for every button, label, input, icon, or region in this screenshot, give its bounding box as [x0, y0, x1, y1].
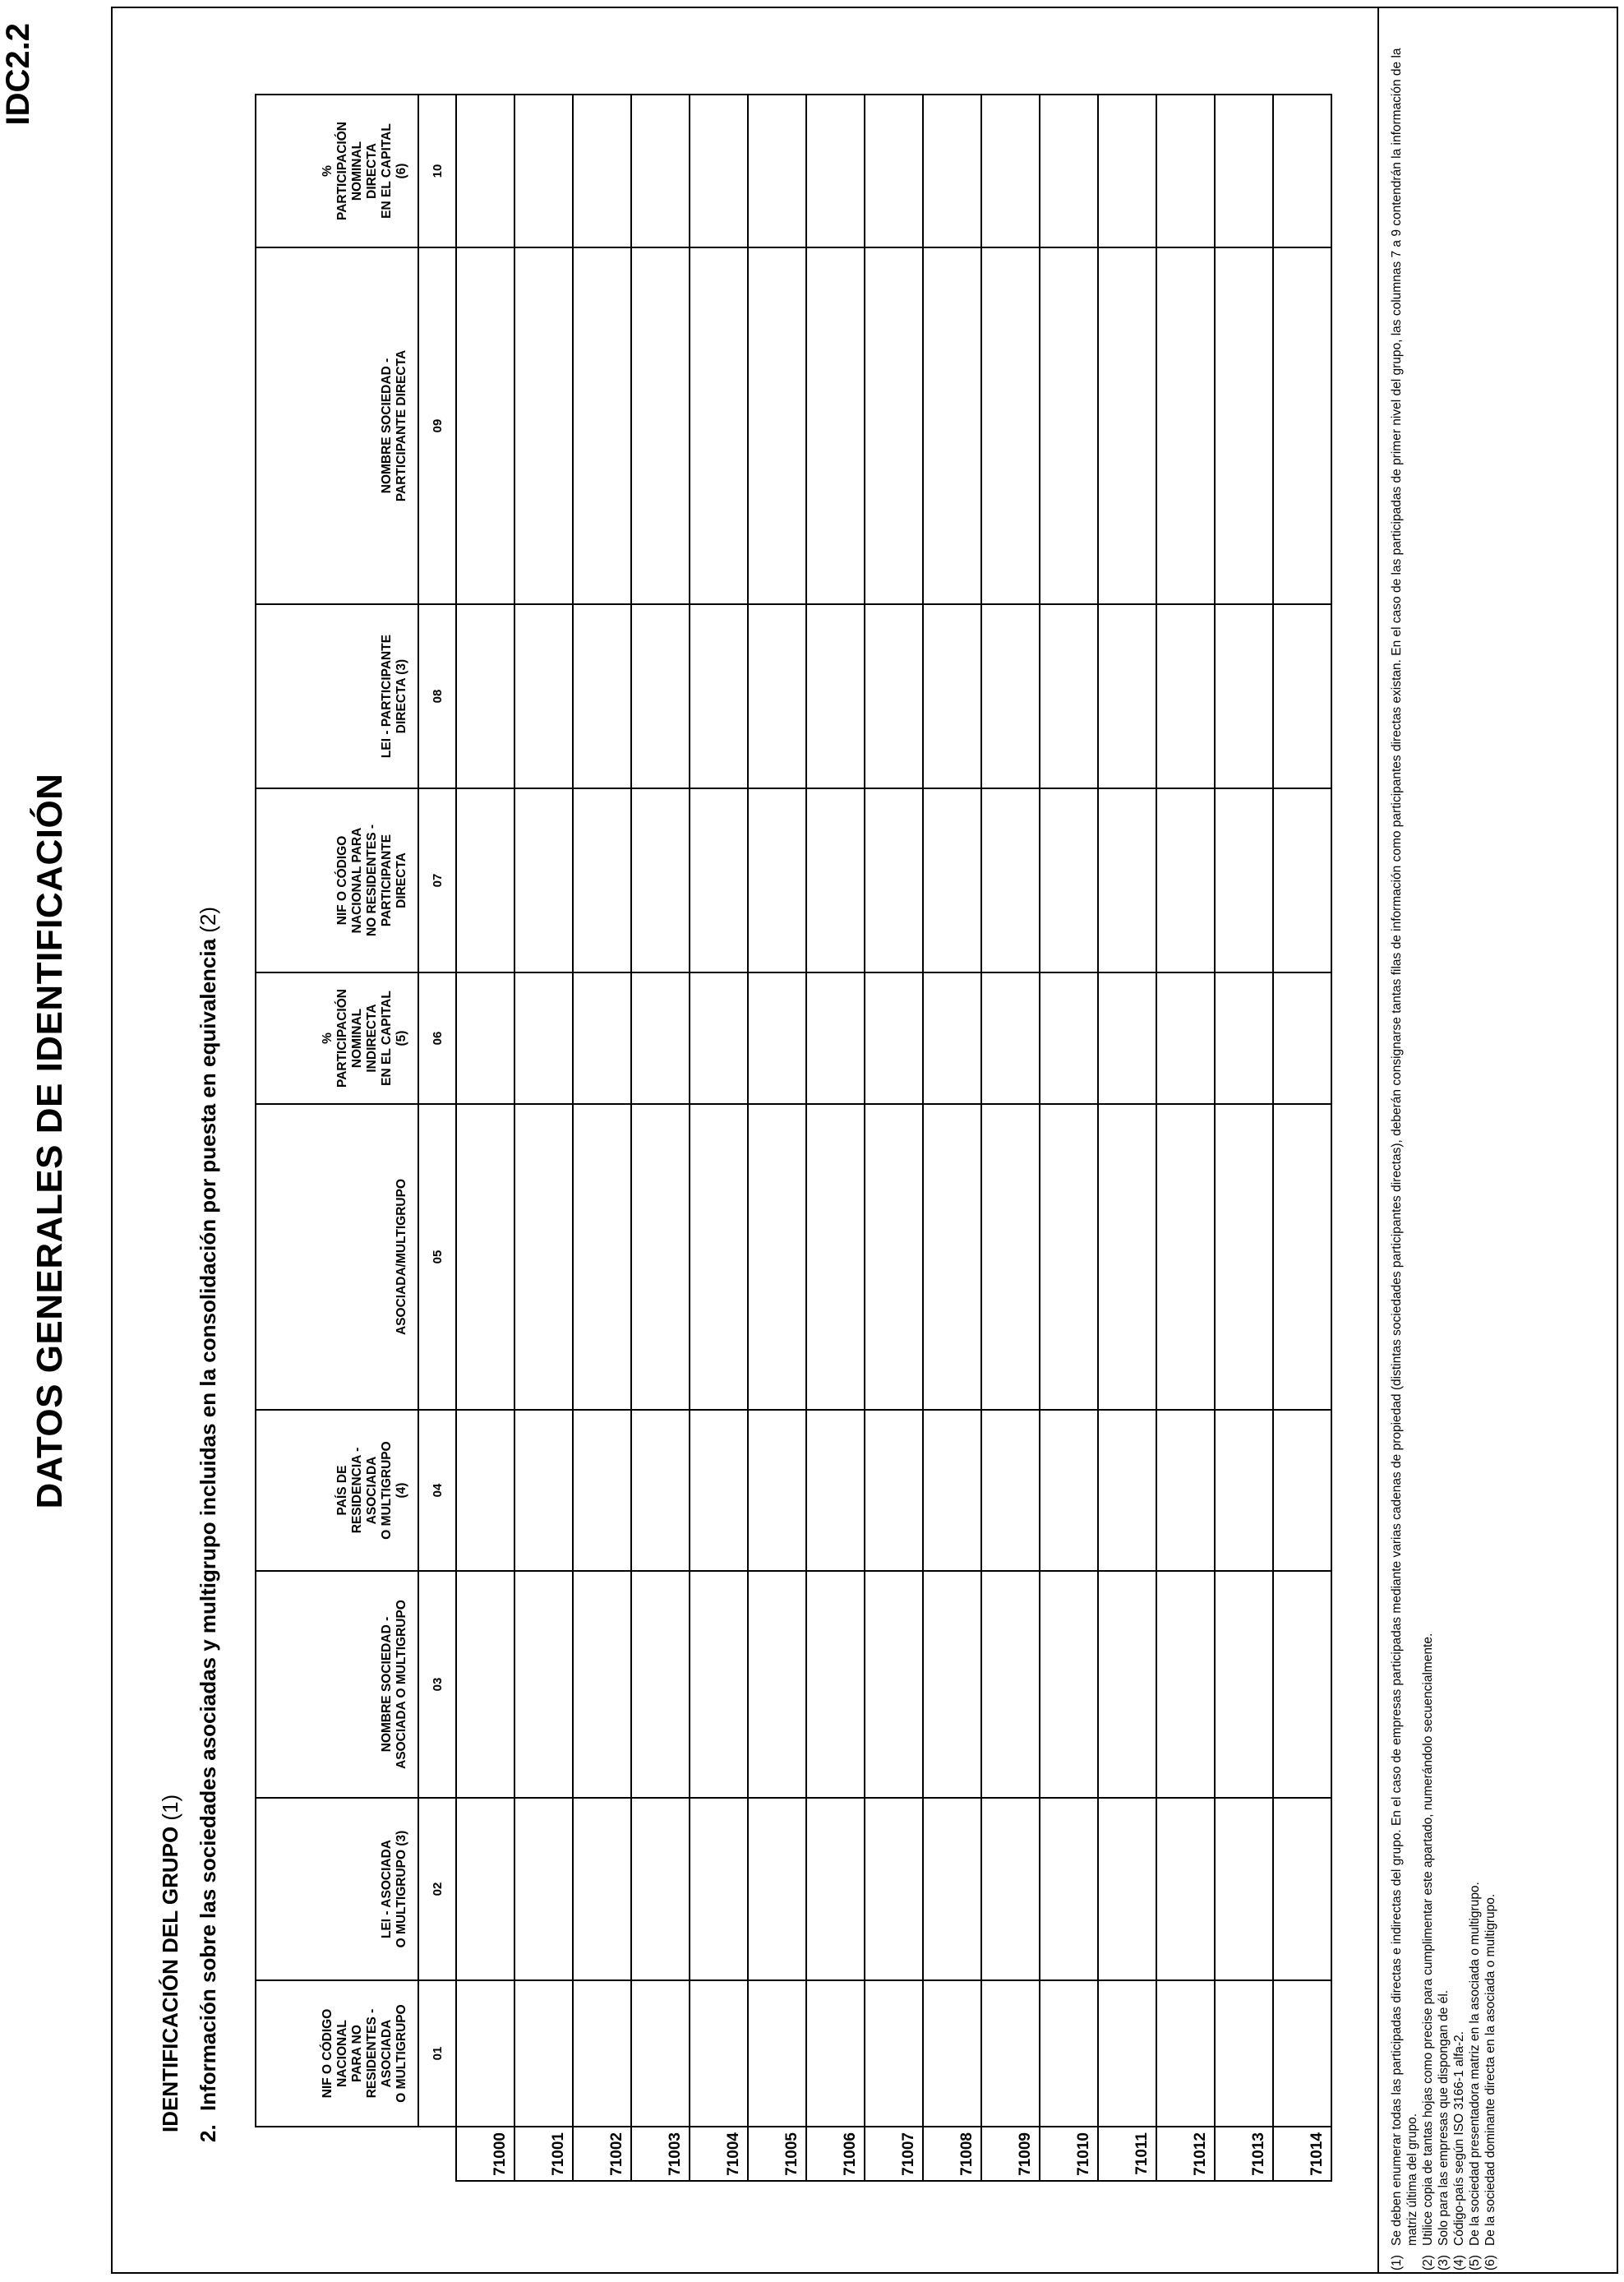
input-cell-10[interactable]	[631, 95, 690, 247]
table-row	[1156, 95, 1215, 2181]
column-header: % PARTICIPACIÓN NOMINAL DIRECTA EN EL CAPITAL (6)	[256, 95, 418, 247]
footnote-number: (5)	[1468, 2255, 1482, 2270]
input-cell-03[interactable]	[865, 1571, 923, 1798]
input-cell-02[interactable]	[981, 1798, 1040, 1980]
input-cell-01[interactable]	[1215, 1980, 1273, 2127]
input-cell-08[interactable]	[865, 604, 923, 788]
corner-blank	[418, 2127, 456, 2181]
input-cell-10[interactable]	[806, 95, 865, 247]
footnotes	[1389, 18, 1498, 2270]
input-cell-07[interactable]	[865, 788, 923, 972]
input-cell-06[interactable]	[1156, 972, 1215, 1104]
input-cell-02[interactable]	[514, 1798, 573, 1980]
input-cell-03[interactable]	[1273, 1571, 1331, 1798]
table-row	[806, 95, 865, 2181]
table-row	[981, 95, 1040, 2181]
input-cell-07[interactable]	[1215, 788, 1273, 972]
input-cell-01[interactable]	[981, 1980, 1040, 2127]
input-cell-08[interactable]	[456, 604, 514, 788]
input-cell-04[interactable]	[514, 1410, 573, 1571]
input-cell-02[interactable]	[456, 1798, 514, 1980]
input-cell-04[interactable]	[1040, 1410, 1098, 1571]
input-cell-09[interactable]	[514, 247, 573, 604]
input-cell-07[interactable]	[1098, 788, 1156, 972]
section-heading-text: IDENTIFICACIÓN DEL GRUPO	[158, 1826, 182, 2132]
input-cell-01[interactable]	[1273, 1980, 1331, 2127]
column-header: LEI - PARTICIPANTE DIRECTA (3)	[256, 604, 418, 788]
input-cell-02[interactable]	[748, 1798, 806, 1980]
input-cell-08[interactable]	[1215, 604, 1273, 788]
footnote-text: Código-país según ISO 3166-1 alfa-2.	[1452, 2030, 1466, 2246]
input-cell-06[interactable]	[923, 972, 981, 1104]
input-cell-10[interactable]	[981, 95, 1040, 247]
table-row	[1215, 95, 1273, 2181]
subsection-number: 2.	[196, 2124, 220, 2142]
input-cell-03[interactable]	[456, 1571, 514, 1798]
input-cell-07[interactable]	[923, 788, 981, 972]
input-cell-04[interactable]	[865, 1410, 923, 1571]
column-code: 07	[418, 788, 456, 972]
footnote	[1483, 18, 1498, 2270]
input-cell-04[interactable]	[631, 1410, 690, 1571]
input-cell-01[interactable]	[631, 1980, 690, 2127]
footnote-number: (6)	[1483, 2255, 1497, 2270]
input-cell-08[interactable]	[1098, 604, 1156, 788]
input-cell-01[interactable]	[865, 1980, 923, 2127]
input-cell-10[interactable]	[1040, 95, 1098, 247]
column-code: 10	[418, 95, 456, 247]
footnote-number: (3)	[1437, 2255, 1451, 2270]
input-cell-09[interactable]	[1273, 247, 1331, 604]
input-cell-10[interactable]	[690, 95, 748, 247]
section-heading	[158, 1795, 183, 2132]
input-cell-07[interactable]	[1273, 788, 1331, 972]
input-cell-06[interactable]	[1273, 972, 1331, 1104]
row-code: 71009	[981, 2127, 1040, 2181]
input-cell-05[interactable]	[1215, 1104, 1273, 1410]
input-cell-08[interactable]	[631, 604, 690, 788]
input-cell-10[interactable]	[1215, 95, 1273, 247]
column-code: 04	[418, 1410, 456, 1571]
footnote-text: De la sociedad dominante directa en la asociada o multigrupo.	[1483, 1893, 1497, 2246]
input-cell-07[interactable]	[806, 788, 865, 972]
footnote-number: (4)	[1452, 2255, 1466, 2270]
input-cell-08[interactable]	[690, 604, 748, 788]
column-header: NOMBRE SOCIEDAD - PARTICIPANTE DIRECTA	[256, 247, 418, 604]
input-cell-03[interactable]	[631, 1571, 690, 1798]
section-heading-ref: (1)	[158, 1794, 182, 1821]
column-code: 06	[418, 972, 456, 1104]
input-cell-03[interactable]	[1098, 1571, 1156, 1798]
input-cell-10[interactable]	[748, 95, 806, 247]
input-cell-09[interactable]	[981, 247, 1040, 604]
input-cell-05[interactable]	[748, 1104, 806, 1410]
column-header: NIF O CÓDIGO NACIONAL PARA NO RESIDENTES - PARTICIPANTE DIRECTA	[256, 788, 418, 972]
input-cell-01[interactable]	[806, 1980, 865, 2127]
input-cell-03[interactable]	[1040, 1571, 1098, 1798]
column-code: 08	[418, 604, 456, 788]
input-cell-02[interactable]	[1215, 1798, 1273, 1980]
table-row	[1098, 95, 1156, 2181]
input-cell-09[interactable]	[1098, 247, 1156, 604]
input-cell-08[interactable]	[1273, 604, 1331, 788]
input-cell-06[interactable]	[1098, 972, 1156, 1104]
input-cell-09[interactable]	[806, 247, 865, 604]
table-row	[1273, 95, 1331, 2181]
input-cell-06[interactable]	[573, 972, 631, 1104]
input-cell-05[interactable]	[1098, 1104, 1156, 1410]
participations-table	[255, 94, 1332, 2182]
footnote-divider	[1377, 7, 1379, 2274]
input-cell-07[interactable]	[1040, 788, 1098, 972]
input-cell-01[interactable]	[690, 1980, 748, 2127]
input-cell-03[interactable]	[981, 1571, 1040, 1798]
input-cell-06[interactable]	[806, 972, 865, 1104]
table-row	[690, 95, 748, 2181]
input-cell-07[interactable]	[981, 788, 1040, 972]
input-cell-09[interactable]	[1215, 247, 1273, 604]
table-row	[865, 95, 923, 2181]
table-row	[631, 95, 690, 2181]
subsection-title: Información sobre las sociedades asociadas y multigrupo incluidas en la consolidación por puesta en equivalencia	[196, 938, 220, 2111]
input-cell-10[interactable]	[514, 95, 573, 247]
footnote-text: Se deben enumerar todas las participadas directas e indirectas del grupo. En el caso de empresas participadas mediante varias cadenas de propiedad (distintas sociedades participantes directas), deberán consignarse tantas filas de información como participantes directas existan. En el caso de las participadas de primer nivel del grupo, las columnas 7 a 9 contendrán la información de la matriz última del grupo.	[1390, 48, 1419, 2246]
column-header: % PARTICIPACIÓN NOMINAL INDIRECTA EN EL CAPITAL (5)	[256, 972, 418, 1104]
row-code: 71000	[456, 2127, 514, 2181]
input-cell-04[interactable]	[1215, 1410, 1273, 1571]
input-cell-03[interactable]	[1215, 1571, 1273, 1798]
input-cell-04[interactable]	[981, 1410, 1040, 1571]
input-cell-01[interactable]	[456, 1980, 514, 2127]
input-cell-07[interactable]	[1156, 788, 1215, 972]
input-cell-03[interactable]	[923, 1571, 981, 1798]
table-row	[456, 95, 514, 2181]
input-cell-04[interactable]	[806, 1410, 865, 1571]
input-cell-06[interactable]	[981, 972, 1040, 1104]
footnote-text: Utilice copia de tantas hojas como precise para cumplimentar este apartado, numerándolo secuencialmente.	[1421, 1633, 1435, 2246]
row-code: 71012	[1156, 2127, 1215, 2181]
input-cell-05[interactable]	[690, 1104, 748, 1410]
input-cell-04[interactable]	[690, 1410, 748, 1571]
input-cell-06[interactable]	[1215, 972, 1273, 1104]
footnote-text: De la sociedad presentadora matriz en la asociada o multigrupo.	[1468, 1882, 1482, 2246]
table-row	[923, 95, 981, 2181]
column-header: NOMBRE SOCIEDAD - ASOCIADA O MULTIGRUPO	[256, 1571, 418, 1798]
table-row	[1040, 95, 1098, 2181]
input-cell-05[interactable]	[573, 1104, 631, 1410]
input-cell-09[interactable]	[1040, 247, 1098, 604]
input-cell-01[interactable]	[514, 1980, 573, 2127]
input-cell-08[interactable]	[923, 604, 981, 788]
input-cell-07[interactable]	[690, 788, 748, 972]
input-cell-10[interactable]	[923, 95, 981, 247]
input-cell-05[interactable]	[923, 1104, 981, 1410]
input-cell-06[interactable]	[1040, 972, 1098, 1104]
table-row	[748, 95, 806, 2181]
column-header: ASOCIADA/MULTIGRUPO	[256, 1104, 418, 1410]
input-cell-05[interactable]	[1156, 1104, 1215, 1410]
footnote	[1467, 18, 1483, 2270]
input-cell-07[interactable]	[748, 788, 806, 972]
footnote-number: (2)	[1421, 2255, 1435, 2270]
table-row	[573, 95, 631, 2181]
subsection-heading	[196, 906, 221, 2142]
input-cell-03[interactable]	[748, 1571, 806, 1798]
input-cell-08[interactable]	[748, 604, 806, 788]
footnote	[1436, 18, 1451, 2270]
row-code: 71007	[865, 2127, 923, 2181]
input-cell-02[interactable]	[923, 1798, 981, 1980]
input-cell-05[interactable]	[1040, 1104, 1098, 1410]
row-code: 71006	[806, 2127, 865, 2181]
input-cell-01[interactable]	[573, 1980, 631, 2127]
input-cell-04[interactable]	[748, 1410, 806, 1571]
row-code: 71001	[514, 2127, 573, 2181]
form-code: IDC2.2	[0, 23, 36, 126]
subsection-ref: (2)	[196, 906, 220, 933]
column-header: PAÍS DE RESIDENCIA - ASOCIADA O MULTIGRUPO (4)	[256, 1410, 418, 1571]
input-cell-02[interactable]	[865, 1798, 923, 1980]
input-cell-01[interactable]	[1040, 1980, 1098, 2127]
table-row	[514, 95, 573, 2181]
input-cell-09[interactable]	[690, 247, 748, 604]
input-cell-08[interactable]	[806, 604, 865, 788]
column-header: NIF O CÓDIGO NACIONAL PARA NO RESIDENTES - ASOCIADA O MULTIGRUPO	[256, 1980, 418, 2127]
column-code: 02	[418, 1798, 456, 1980]
input-cell-09[interactable]	[456, 247, 514, 604]
row-code: 71002	[573, 2127, 631, 2181]
input-cell-05[interactable]	[631, 1104, 690, 1410]
page-title: DATOS GENERALES DE IDENTIFICACIÓN	[30, 773, 70, 1509]
input-cell-04[interactable]	[1156, 1410, 1215, 1571]
input-cell-08[interactable]	[573, 604, 631, 788]
footnote-number: (1)	[1390, 2255, 1404, 2270]
input-cell-02[interactable]	[1273, 1798, 1331, 1980]
input-cell-03[interactable]	[514, 1571, 573, 1798]
input-cell-10[interactable]	[1273, 95, 1331, 247]
input-cell-10[interactable]	[865, 95, 923, 247]
input-cell-02[interactable]	[631, 1798, 690, 1980]
input-cell-10[interactable]	[456, 95, 514, 247]
row-code: 71010	[1040, 2127, 1098, 2181]
footnote	[1420, 18, 1436, 2270]
input-cell-01[interactable]	[923, 1980, 981, 2127]
input-cell-06[interactable]	[865, 972, 923, 1104]
input-cell-05[interactable]	[1273, 1104, 1331, 1410]
input-cell-01[interactable]	[748, 1980, 806, 2127]
input-cell-08[interactable]	[981, 604, 1040, 788]
input-cell-06[interactable]	[631, 972, 690, 1104]
input-cell-10[interactable]	[573, 95, 631, 247]
input-cell-04[interactable]	[1273, 1410, 1331, 1571]
footnote	[1389, 18, 1420, 2270]
input-cell-06[interactable]	[514, 972, 573, 1104]
input-cell-08[interactable]	[1040, 604, 1098, 788]
column-header: LEI - ASOCIADA O MULTIGRUPO (3)	[256, 1798, 418, 1980]
input-cell-07[interactable]	[573, 788, 631, 972]
input-cell-05[interactable]	[456, 1104, 514, 1410]
column-code: 01	[418, 1980, 456, 2127]
column-code: 05	[418, 1104, 456, 1410]
input-cell-10[interactable]	[1156, 95, 1215, 247]
input-cell-03[interactable]	[573, 1571, 631, 1798]
input-cell-09[interactable]	[631, 247, 690, 604]
row-code: 71013	[1215, 2127, 1273, 2181]
input-cell-05[interactable]	[981, 1104, 1040, 1410]
row-code: 71005	[748, 2127, 806, 2181]
input-cell-07[interactable]	[514, 788, 573, 972]
input-cell-04[interactable]	[923, 1410, 981, 1571]
input-cell-09[interactable]	[748, 247, 806, 604]
input-cell-01[interactable]	[1098, 1980, 1156, 2127]
input-cell-02[interactable]	[1040, 1798, 1098, 1980]
input-cell-03[interactable]	[690, 1571, 748, 1798]
row-code: 71011	[1098, 2127, 1156, 2181]
column-code: 09	[418, 247, 456, 604]
input-cell-02[interactable]	[573, 1798, 631, 1980]
input-cell-08[interactable]	[1156, 604, 1215, 788]
input-cell-09[interactable]	[573, 247, 631, 604]
footnote	[1451, 18, 1467, 2270]
input-cell-03[interactable]	[1156, 1571, 1215, 1798]
footnote-text: Solo para las empresas que dispongan de él.	[1437, 1989, 1451, 2246]
corner-blank	[256, 2127, 418, 2181]
row-code: 71008	[923, 2127, 981, 2181]
input-cell-02[interactable]	[690, 1798, 748, 1980]
input-cell-06[interactable]	[456, 972, 514, 1104]
input-cell-02[interactable]	[1098, 1798, 1156, 1980]
column-code: 03	[418, 1571, 456, 1798]
row-code: 71014	[1273, 2127, 1331, 2181]
input-cell-07[interactable]	[631, 788, 690, 972]
input-cell-05[interactable]	[806, 1104, 865, 1410]
input-cell-06[interactable]	[690, 972, 748, 1104]
input-cell-07[interactable]	[456, 788, 514, 972]
input-cell-05[interactable]	[865, 1104, 923, 1410]
row-code: 71003	[631, 2127, 690, 2181]
input-cell-05[interactable]	[514, 1104, 573, 1410]
input-cell-03[interactable]	[806, 1571, 865, 1798]
input-cell-04[interactable]	[456, 1410, 514, 1571]
input-cell-04[interactable]	[1098, 1410, 1156, 1571]
input-cell-06[interactable]	[748, 972, 806, 1104]
input-cell-09[interactable]	[923, 247, 981, 604]
input-cell-02[interactable]	[1156, 1798, 1215, 1980]
input-cell-09[interactable]	[865, 247, 923, 604]
input-cell-01[interactable]	[1156, 1980, 1215, 2127]
input-cell-09[interactable]	[1156, 247, 1215, 604]
input-cell-02[interactable]	[806, 1798, 865, 1980]
input-cell-04[interactable]	[573, 1410, 631, 1571]
row-code: 71004	[690, 2127, 748, 2181]
input-cell-08[interactable]	[514, 604, 573, 788]
input-cell-10[interactable]	[1098, 95, 1156, 247]
